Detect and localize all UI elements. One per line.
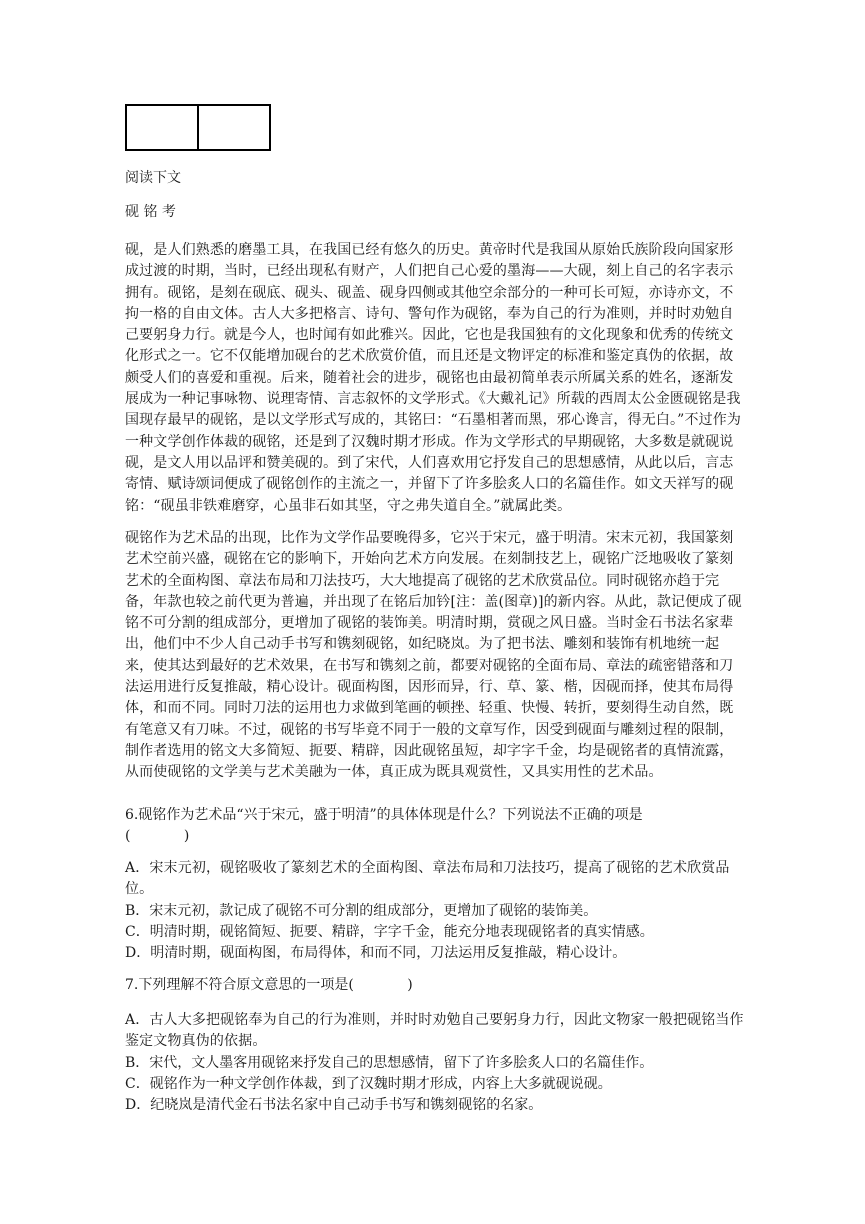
q6-option-b: B．宋末元初，款记成了砚铭不可分割的组成部分，更增加了砚铭的装饰美。 (125, 903, 598, 919)
article-paragraph-2 (125, 528, 745, 784)
q6-stem-line2: ( ) (125, 828, 190, 844)
q7-stem: 7.下列理解不符合原文意思的一项是( ) (125, 977, 413, 993)
option-text: A．古人大多把砚铭奉为自己的行为准则，并时时劝勉自己要躬身力行，因此文物家一般把砚铭当作鉴定文物真伪的依据。 (125, 1012, 744, 1050)
q6-option-d: D．明清时期，砚面构图，布局得体，和而不同，刀法运用反复推敲，精心设计。 (125, 945, 627, 961)
paragraph-text: 砚铭作为艺术品的出现，比作为文学作品要晚得多，它兴于宋元，盛于明清。宋末元初，我国篆刻艺术空前兴盛，砚铭在它的影响下，开始向艺术方向发展。在刻制技艺上，砚铭广泛地吸收了篆刻艺术的全面构图、章法布局和刀法技巧，大大地提高了砚铭的艺术欣赏品位。同时砚铭亦趋于完备，年款也较之前代更为普遍，并出现了在铭后加钤[注：盖(图章)]的新内容。从此，款记便成了砚铭不可分割的组成部分，更增加了砚铭的装饰美。明清时期，赏砚之风日盛。当时金石书法名家辈出，他们中不少人自己动手书写和镌刻砚铭，如纪晓岚。为了把书法、雕刻和装饰有机地统一起来，使其达到最好的艺术效果，在书写和镌刻之前，都要对砚铭的全面布局、章法的疏密错落和刀法运用进行反复推敲，精心设计。砚面构图，因形而异，行、草、篆、楷，因砚而择，使其布局得体，和而不同。同时刀法的运用也力求做到笔画的顿挫、轻重、快慢、转折，要刻得生动自然，既有笔意又有刀味。不过，砚铭的书写毕竟不同于一般的文章写作，因受到砚面与雕刻过程的限制，制作者选用的铭文大多简短、扼要、精辟，因此砚铭虽短，却字字千金，均是砚铭者的真情流露，从而使砚铭的文学美与艺术美融为一体，真正成为既具观赏性，又具实用性的艺术品。 (125, 530, 742, 781)
score-table (125, 104, 271, 151)
paragraph-text: 砚，是人们熟悉的磨墨工具，在我国已经有悠久的历史。黄帝时代是我国从原始氏族阶段向国家形成过渡的时期，当时，已经出现私有财产，人们把自己心爱的墨海——大砚，刻上自己的名字表示拥有。砚铭，是刻在砚底、砚头、砚盖、砚身四侧或其他空余部分的一种可长可短，亦诗亦文，不拘一格的自由文体。古人大多把格言、诗句、警句作为砚铭，奉为自己的行为准则，并时时劝勉自己要躬身力行。就是今人，也时闻有如此雅兴。因此，它也是我国独有的文化现象和优秀的传统文化形式之一。它不仅能增加砚台的艺术欣赏价值，而且还是文物评定的标准和鉴定真伪的依据，故颇受人们的喜爱和重视。后来，随着社会的进步，砚铭也由最初简单表示所属关系的姓名，逐渐发展成为一种记事咏物、说理寄情、言志叙怀的文学形式。《大戴礼记》所载的西周太公金匮砚铭是我国现存最早的砚铭，是以文学形式写成的，其铭曰：“石墨相著而黑，邪心谗言，得无白。”不过作为一种文学创作体裁的砚铭，还是到了汉魏时期才形成。作为文学形式的早期砚铭，大多数是就砚说砚，是文人用以品评和赞美砚的。到了宋代，人们喜欢用它抒发自己的思想感情，从此以后，言志寄情、赋诗颂词便成了砚铭创作的主流之一，并留下了许多脍炙人口的名篇佳作。如文天祥写的砚铭：“砚虽非铁难磨穿，心虽非石如其坚，守之弗失道自全。”就属此类。 (125, 242, 742, 514)
q6-stem-line1: 6.砚铭作为艺术品“兴于宋元，盛于明清”的具体体现是什么？下列说法不正确的项是 (125, 807, 643, 823)
article-title: 砚 铭 考 (125, 204, 176, 220)
q7-option-b: B．宋代，文人墨客用砚铭来抒发自己的思想感情，留下了许多脍炙人口的名篇佳作。 (125, 1055, 654, 1071)
q7-option-c: C．砚铭作为一种文学创作体裁，到了汉魏时期才形成，内容上大多就砚说砚。 (125, 1076, 612, 1092)
reading-instruction: 阅读下文 (125, 170, 181, 186)
article-paragraph-1 (125, 240, 745, 517)
q6-option-a (125, 858, 745, 901)
q7-option-a (125, 1010, 745, 1053)
option-text: A．宋末元初，砚铭吸收了篆刻艺术的全面构图、章法布局和刀法技巧，提高了砚铭的艺术欣赏品位。 (125, 860, 730, 898)
score-cell (126, 105, 198, 150)
q6-option-c: C．明清时期，砚铭简短、扼要、精辟，字字千金，能充分地表现砚铭者的真实情感。 (125, 924, 654, 940)
q7-option-d: D．纪晓岚是清代金石书法名家中自己动手书写和镌刻砚铭的名家。 (125, 1097, 543, 1113)
score-cell (198, 105, 270, 150)
